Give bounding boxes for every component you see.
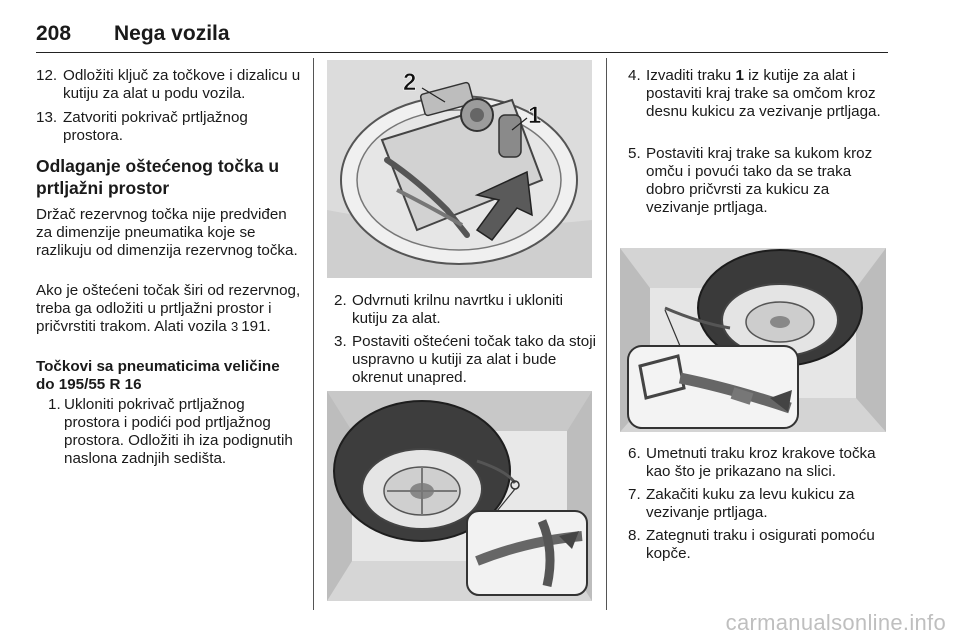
list-item-text-after: iz kutije za alat i postaviti kraj trake sa omčom kroz desnu kukicu za vezivanje prtljaga. <box>646 67 881 120</box>
page-header <box>36 22 888 53</box>
list-item-number: 12. <box>36 67 58 84</box>
list-item-number: 7. <box>628 486 641 503</box>
paragraph-1: Držač rezervnog točka nije predviđen za dimenzije pneumatika koje se razlikuju od dimenzija rezervnog točka. <box>36 206 298 259</box>
subheading: Točkovi sa pneumaticima veličine do 195/55 R 16 <box>36 358 280 393</box>
list-item-5 <box>628 145 890 217</box>
page-reference: 191. <box>241 318 271 335</box>
list-item-number: 4. <box>628 67 641 84</box>
list-item-text: Postaviti kraj trake sa kukom kroz omču i povući tako da se traka dobro pričvrsti za kukicu za vezivanje prtljaga. <box>646 145 873 216</box>
figure-tool-box <box>327 60 592 278</box>
list-item-7 <box>628 486 890 522</box>
list-item-text: Odvrnuti krilnu navrtku i ukloniti kutiju za alat. <box>352 292 564 327</box>
figure-label-2: 2 <box>403 69 417 96</box>
list-item-text: Umetnuti traku kroz krakove točka kao što je prikazano na slici. <box>646 445 876 480</box>
paragraph-2 <box>36 282 302 336</box>
column-divider-2 <box>606 58 607 610</box>
page-number: 208 <box>36 22 72 45</box>
list-item-text-before: Izvaditi traku <box>646 67 736 84</box>
list-item-4 <box>628 67 890 121</box>
list-item-6 <box>628 445 890 481</box>
list-item-number: 8. <box>628 527 641 544</box>
list-item-text: Zategnuti traku i osigurati pomoću kopče. <box>646 527 875 562</box>
list-item-text: Odložiti ključ za točkove i dizalicu u kutiju za alat u podu vozila. <box>63 67 301 102</box>
list-item-text: Zatvoriti pokrivač prtljažnog prostora. <box>63 109 248 144</box>
paragraph-2-text: Ako je oštećeni točak širi od rezervnog, treba ga odložiti u prtljažni prostor i pričvrstiti trakom. Alati vozila <box>36 282 301 335</box>
section-heading: Odlaganje oštećenog točka u prtljažni prostor <box>36 156 280 198</box>
figure-label-1: 1 <box>528 102 542 129</box>
figure-strap-hook <box>620 248 886 432</box>
column-divider-1 <box>313 58 314 610</box>
list-item-number: 1. <box>48 396 61 413</box>
list-item-number: 3. <box>334 333 347 350</box>
list-item-8 <box>628 527 890 563</box>
list-item-text: Zakačiti kuku za levu kukicu za vezivanje prtljaga. <box>646 486 855 521</box>
figure-wheel-in-trunk <box>327 391 592 601</box>
strap-reference-number: 1 <box>735 67 744 84</box>
list-item-2 <box>334 292 596 328</box>
list-item-number: 2. <box>334 292 347 309</box>
list-item-text: Postaviti oštećeni točak tako da stoji uspravno u kutiji za alat i bude okrenut unapred. <box>352 333 596 386</box>
list-item-number: 13. <box>36 109 58 126</box>
page-reference-icon: 3 <box>230 319 239 334</box>
page-title: Nega vozila <box>114 22 230 45</box>
list-item-number: 6. <box>628 445 641 462</box>
list-item-13 <box>36 109 302 145</box>
list-item-1 <box>48 396 304 468</box>
list-item-3 <box>334 333 596 387</box>
watermark: carmanualsonline.info <box>725 610 946 635</box>
list-item-12 <box>36 67 302 103</box>
list-item-number: 5. <box>628 145 641 162</box>
list-item-text <box>628 67 890 121</box>
list-item-text: Ukloniti pokrivač prtljažnog prostora i podići pod prtljažnog prostora. Odložiti ih iza podignutih naslona zadnjih sedišta. <box>64 396 293 467</box>
